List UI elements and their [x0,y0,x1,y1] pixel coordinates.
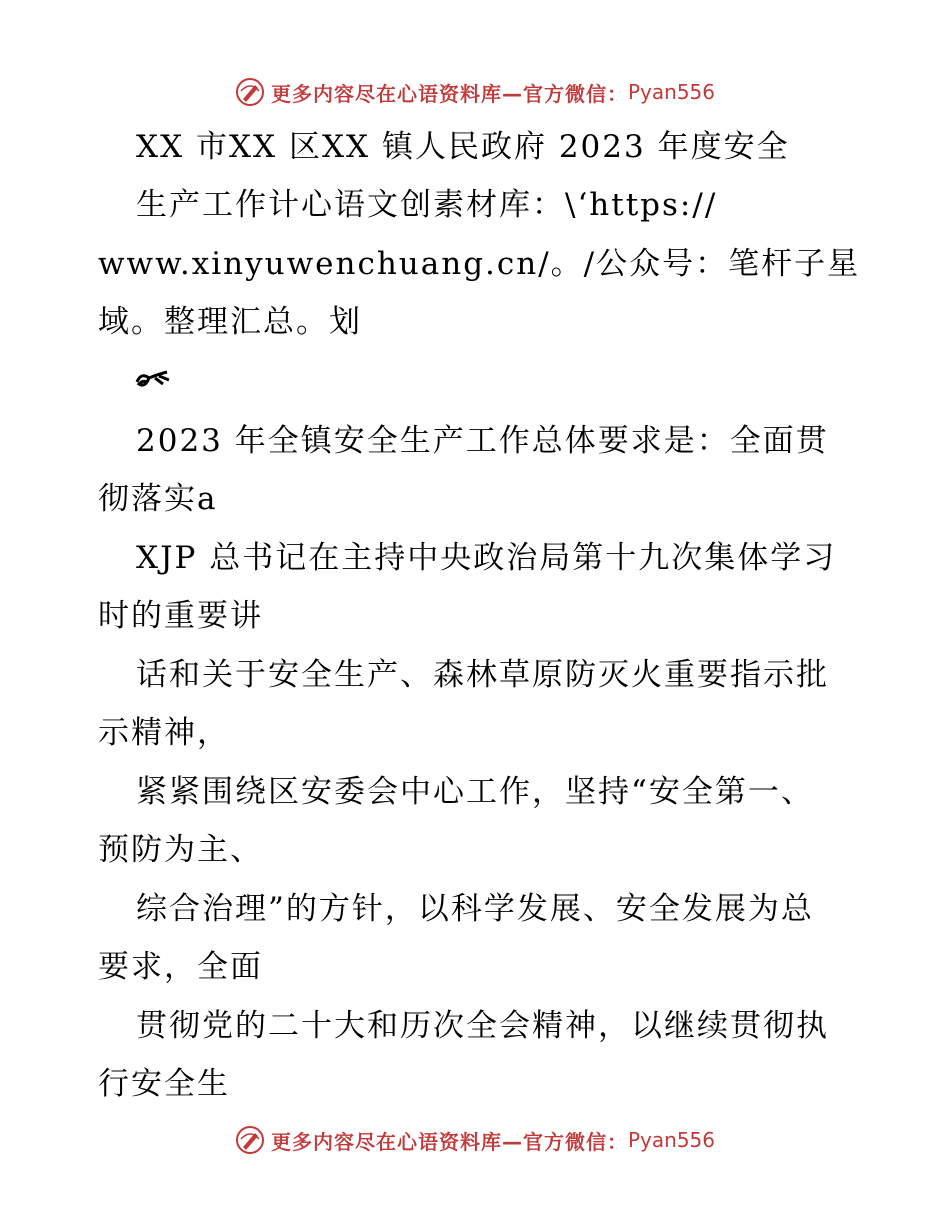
text-line: 2023 年全镇安全生产工作总体要求是：全面贯 [136,423,829,459]
text-line: XJP 总书记在主持中央政治局第十九次集体学习 [136,540,837,576]
text-line: 贯彻党的二十大和历次全会精神，以继续贯彻执 [136,1008,829,1044]
text-line: 预防为主、 [98,832,263,868]
text-line: 生产工作计心语文创素材库：\‘https:// [136,187,718,223]
text-line: 要求，全面 [98,949,263,985]
text-line: 域。整理汇总。划 [98,304,362,340]
ornament-icon [133,368,173,392]
text-line: XX 市XX 区XX 镇人民政府 2023 年度安全 [136,129,790,165]
banner-brand: Pyan556 [627,80,715,104]
text-line: 紧紧围绕区安委会中心工作，坚持“安全第一、 [136,774,814,810]
banner-text: 更多内容尽在心语资料库—官方微信： [270,1129,628,1154]
text-line: 彻落实a [98,481,218,517]
text-line: 话和关于安全生产、森林草原防灭火重要指示批 [136,657,829,693]
banner-brand: Pyan556 [627,1128,715,1152]
text-line: www.xinyuwenchuang.cn/。/公众号：笔杆子星 [98,246,861,282]
text-line: 时的重要讲 [98,598,263,634]
header-banner [0,70,950,114]
footer-banner [0,1118,950,1162]
pen-logo-icon [235,77,265,107]
banner-text: 更多内容尽在心语资料库—官方微信： [270,81,628,106]
text-line: 综合治理”的方针，以科学发展、安全发展为总 [136,891,814,927]
text-line: 示精神， [98,715,230,751]
text-line: 行安全生 [98,1066,230,1102]
pen-logo-icon [235,1125,265,1155]
